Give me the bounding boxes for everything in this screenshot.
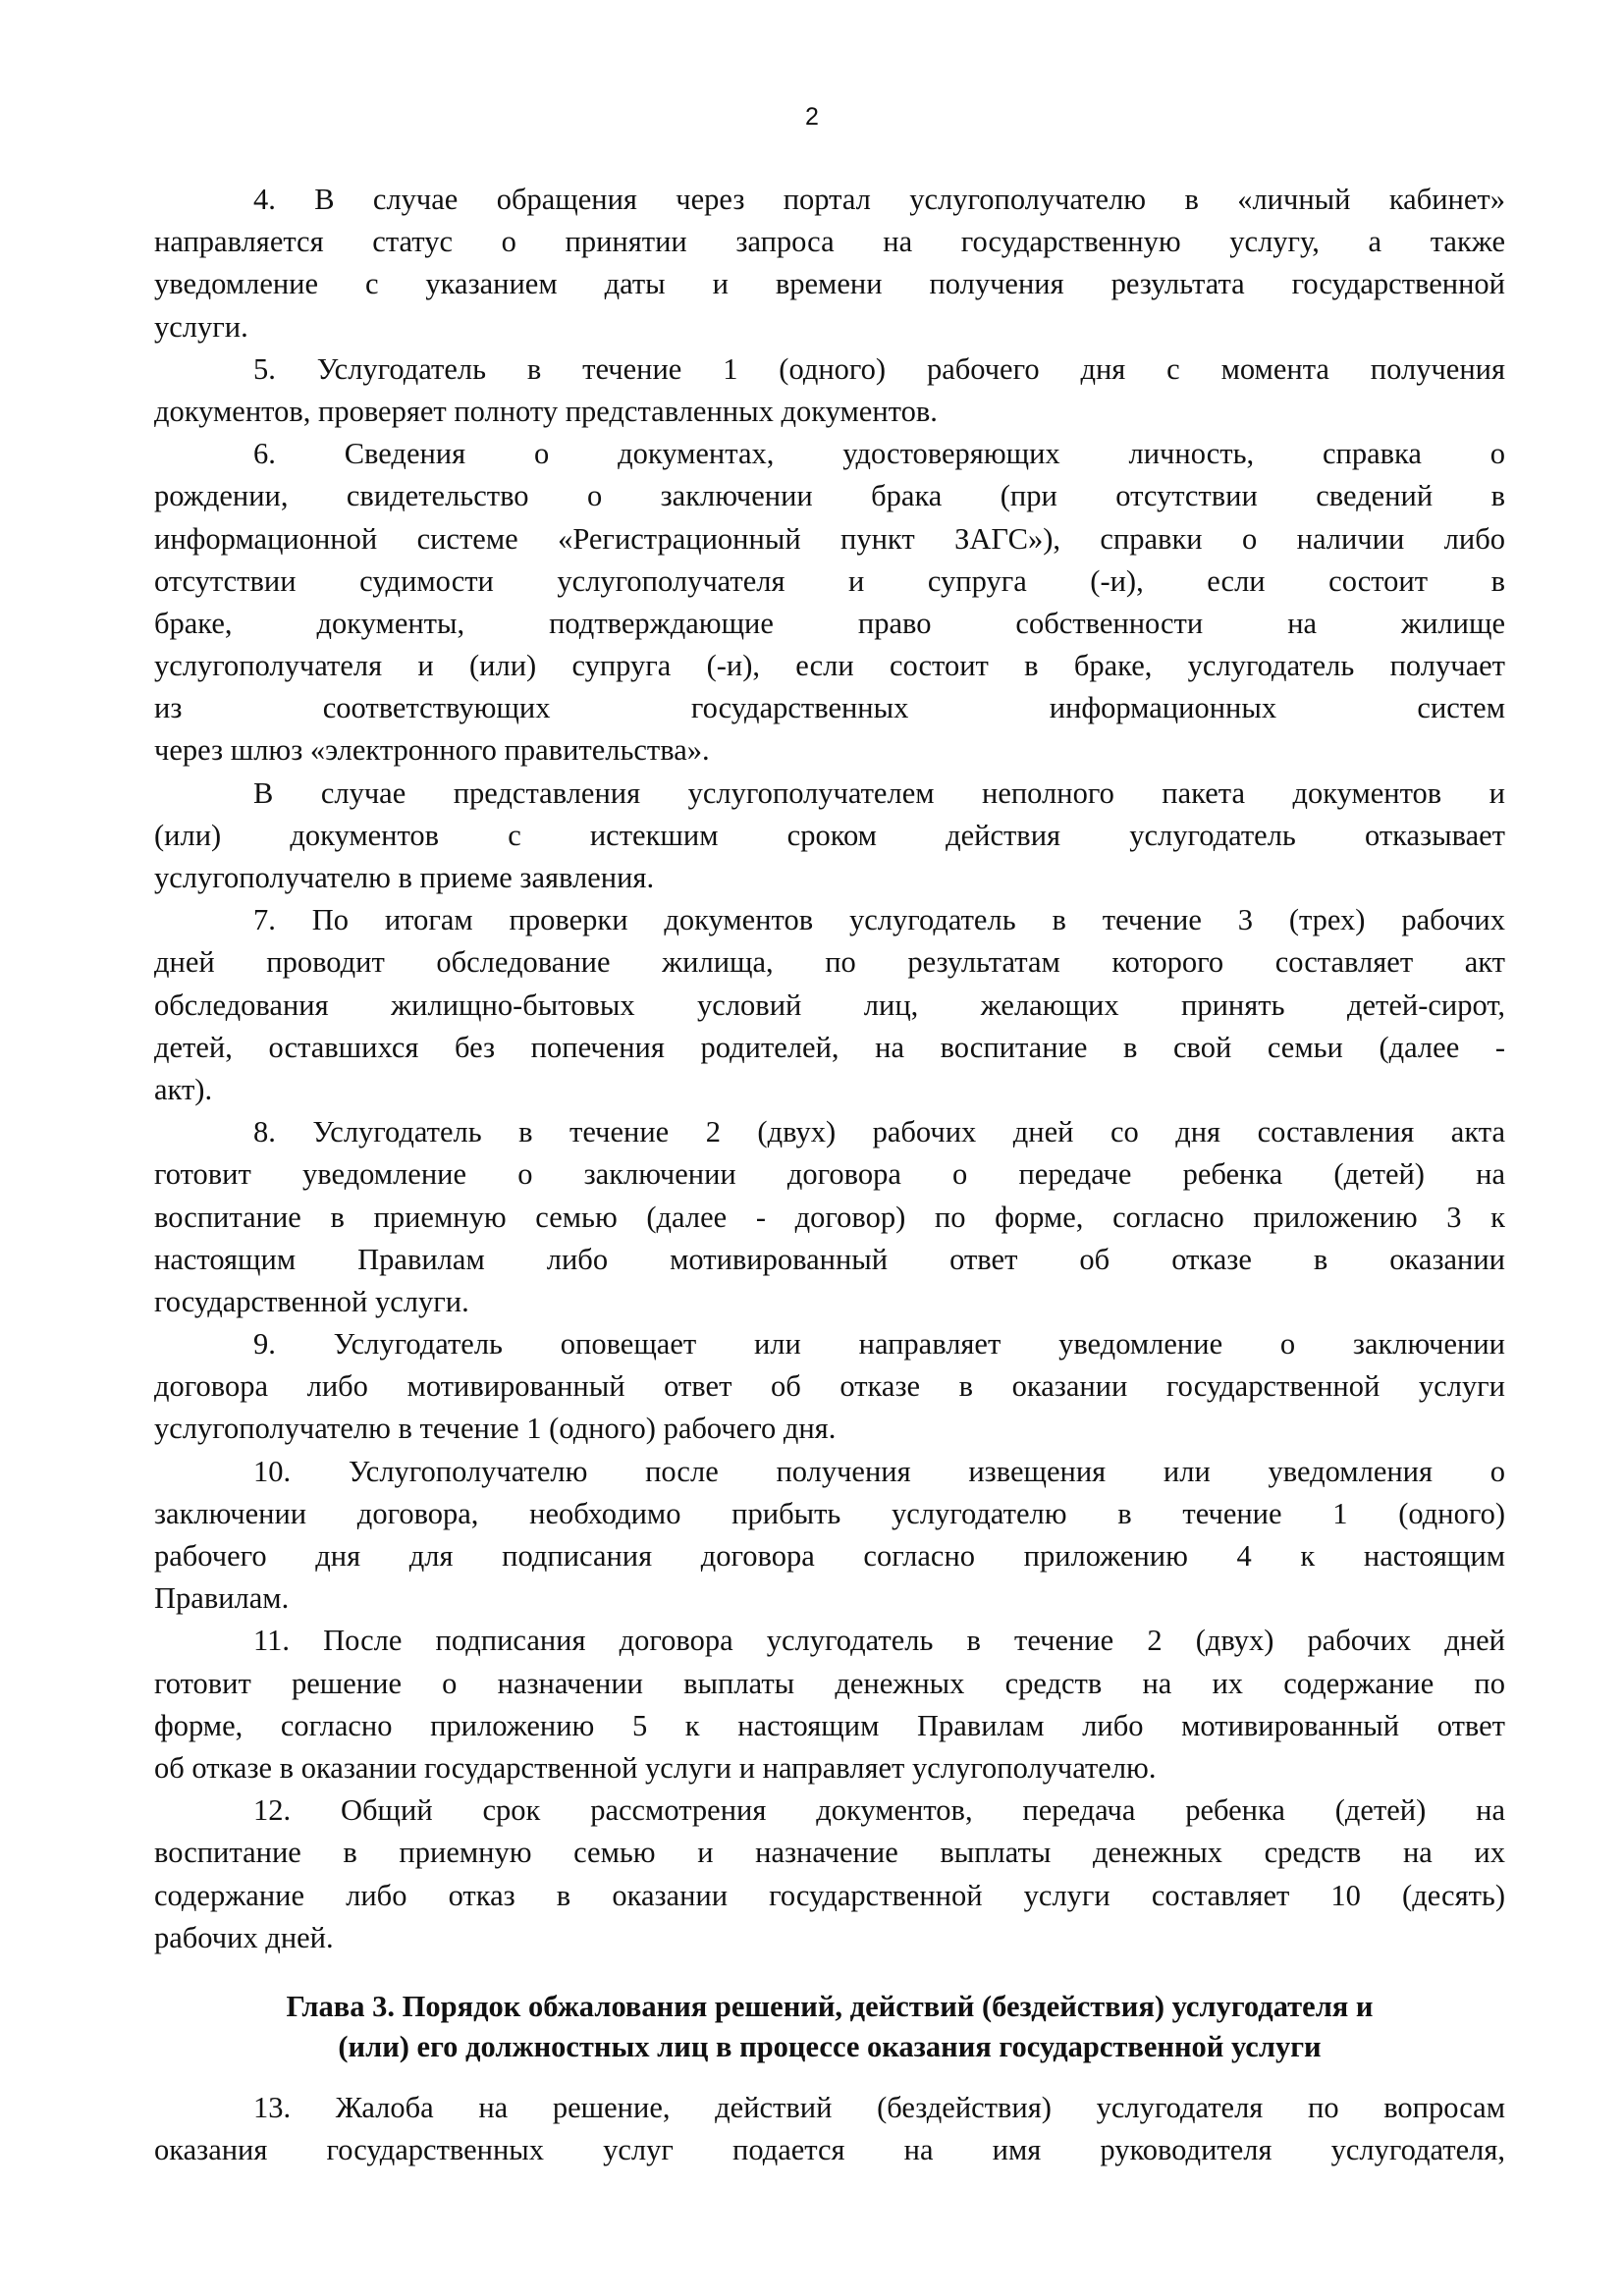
paragraph-5 bbox=[154, 348, 1505, 433]
paragraph-line: 4. В случае обращения через портал услугополучателю в «личный кабинет» bbox=[253, 183, 1505, 216]
paragraph-line: через шлюз «электронного правительства». bbox=[154, 733, 710, 768]
paragraph-12 bbox=[154, 1789, 1505, 1959]
paragraph-line: из соответствующих государственных информационных систем bbox=[154, 691, 1505, 725]
paragraph-13 bbox=[154, 2087, 1505, 2171]
page-number: 2 bbox=[805, 103, 819, 131]
paragraph-line: 7. По итогам проверки документов услугодатель в течение 3 (трех) рабочих bbox=[253, 903, 1505, 937]
paragraph-line: информационной системе «Регистрационный пункт ЗАГС»), справки о наличии либо bbox=[154, 521, 1505, 556]
paragraph-line: услугополучателю в приеме заявления. bbox=[154, 861, 655, 894]
paragraph-line: 5. Услугодатель в течение 1 (одного) рабочего дня с момента получения bbox=[253, 351, 1505, 386]
paragraph-line: детей, оставшихся без попечения родителей, на воспитание в свой семьи (далее - bbox=[154, 1030, 1505, 1064]
paragraph-line: 9. Услугодатель оповещает или направляет уведомление о заключении bbox=[253, 1327, 1505, 1362]
paragraph-line: Правилам. bbox=[154, 1581, 290, 1616]
paragraph-line: рабочих дней. bbox=[154, 1920, 334, 1954]
paragraph-line: настоящим Правилам либо мотивированный ответ об отказе в оказании bbox=[154, 1242, 1505, 1276]
paragraph-line: заключении договора, необходимо прибыть услугодателю в течение 1 (одного) bbox=[154, 1496, 1505, 1530]
paragraph-line: рождении, свидетельство о заключении брака (при отсутствии сведений в bbox=[154, 479, 1505, 513]
paragraph-line: форме, согласно приложению 5 к настоящим Правилам либо мотивированный ответ bbox=[154, 1708, 1505, 1742]
paragraph-6 bbox=[154, 433, 1505, 773]
paragraph-line: рабочего дня для подписания договора согласно приложению 4 к настоящим bbox=[154, 1539, 1505, 1573]
paragraph-line: обследования жилищно-бытовых условий лиц, желающих принять детей-сирот, bbox=[154, 988, 1505, 1022]
paragraph-line: браке, документы, подтверждающие право собственности на жилище bbox=[154, 606, 1505, 640]
paragraph-11 bbox=[154, 1620, 1505, 1789]
chapter-heading-line: Глава 3. Порядок обжалования решений, действий (бездействия) услугодателя и bbox=[286, 1990, 1374, 2023]
paragraph-4 bbox=[154, 179, 1505, 348]
paragraph-line: 8. Услугодатель в течение 2 (двух) рабочих дней со дня составления акта bbox=[253, 1115, 1505, 1149]
paragraph-line: готовит решение о назначении выплаты денежных средств на их содержание по bbox=[154, 1666, 1505, 1700]
paragraph-line: отсутствии судимости услугополучателя и супруга (-и), если состоит в bbox=[154, 563, 1505, 598]
paragraph-7 bbox=[154, 899, 1505, 1111]
paragraph-line: оказания государственных услуг подается на имя руководителя услугодателя, bbox=[154, 2133, 1505, 2167]
paragraph-line: 12. Общий срок рассмотрения документов, передача ребенка (детей) на bbox=[253, 1793, 1505, 1828]
paragraph-line: воспитание в приемную семью и назначение выплаты денежных средств на их bbox=[154, 1836, 1505, 1870]
paragraph-6-continuation bbox=[154, 773, 1505, 900]
paragraph-line: об отказе в оказании государственной услуги и направляет услугополучателю. bbox=[154, 1750, 1157, 1785]
paragraph-8 bbox=[154, 1111, 1505, 1323]
paragraph-line: 6. Сведения о документах, удостоверяющих личность, справка о bbox=[253, 437, 1505, 471]
paragraph-line: 13. Жалоба на решение, действий (бездействия) услугодателя по вопросам bbox=[253, 2091, 1505, 2124]
chapter-heading bbox=[154, 1987, 1505, 2066]
document-body bbox=[154, 179, 1505, 1959]
paragraph-line: 10. Услугополучателю после получения извещения или уведомления о bbox=[253, 1454, 1505, 1488]
paragraph-line: воспитание в приемную семью (далее - договор) по форме, согласно приложению 3 к bbox=[154, 1200, 1505, 1234]
paragraph-line: готовит уведомление о заключении договора о передаче ребенка (детей) на bbox=[154, 1157, 1505, 1192]
paragraph-10 bbox=[154, 1451, 1505, 1621]
paragraph-line: услугополучателю в течение 1 (одного) рабочего дня. bbox=[154, 1412, 837, 1446]
paragraph-line: дней проводит обследование жилища, по результатам которого составляет акт bbox=[154, 945, 1505, 980]
paragraph-9 bbox=[154, 1323, 1505, 1451]
paragraph-line: направляется статус о принятии запроса на государственную услугу, а также bbox=[154, 225, 1505, 259]
paragraph-line: услугополучателя и (или) супруга (-и), если состоит в браке, услугодатель получает bbox=[154, 649, 1505, 683]
paragraph-line: акт). bbox=[154, 1072, 213, 1106]
paragraph-line: уведомление с указанием даты и времени получения результата государственной bbox=[154, 267, 1505, 301]
paragraph-line: договора либо мотивированный ответ об отказе в оказании государственной услуги bbox=[154, 1369, 1505, 1404]
paragraph-line: (или) документов с истекшим сроком действия услугодатель отказывает bbox=[154, 818, 1505, 852]
paragraph-line: В случае представления услугополучателем неполного пакета документов и bbox=[253, 775, 1505, 810]
paragraph-line: содержание либо отказ в оказании государственной услуги составляет 10 (десять) bbox=[154, 1878, 1505, 1912]
chapter-heading-line: (или) его должностных лиц в процессе оказания государственной услуги bbox=[338, 2029, 1322, 2063]
paragraph-line: услуги. bbox=[154, 309, 248, 344]
paragraph-line: 11. После подписания договора услугодатель в течение 2 (двух) рабочих дней bbox=[253, 1624, 1505, 1658]
paragraph-line: документов, проверяет полноту представленных документов. bbox=[154, 394, 938, 428]
paragraph-line: государственной услуги. bbox=[154, 1284, 469, 1318]
